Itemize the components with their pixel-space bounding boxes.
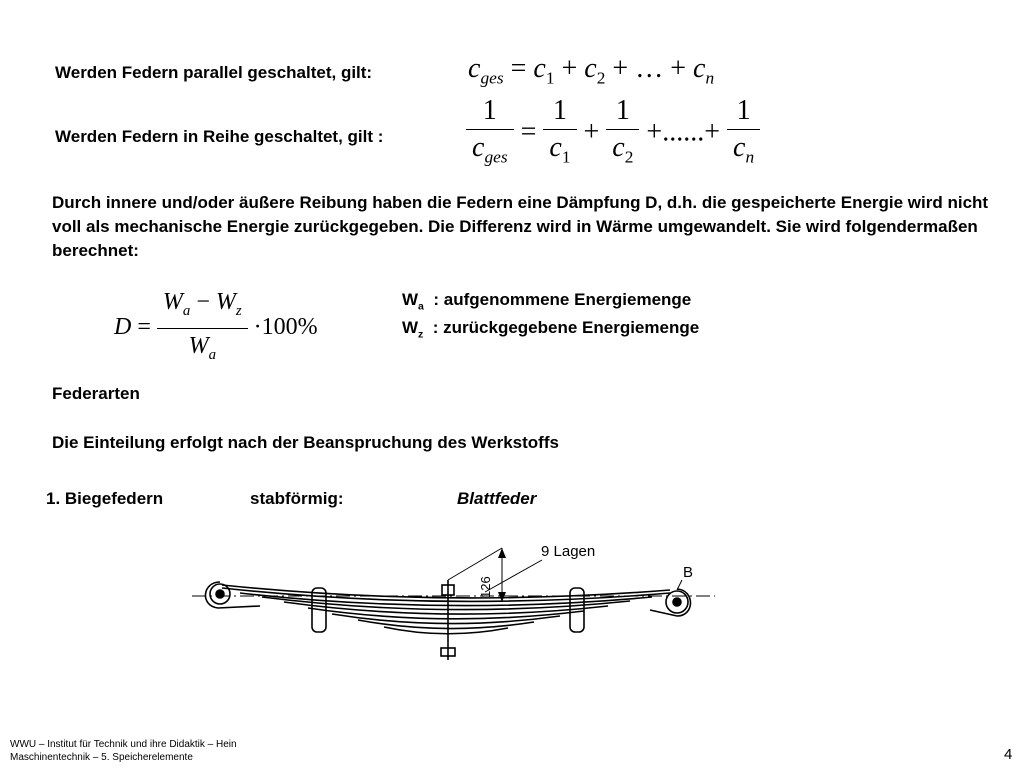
spring-type: Blattfeder [457,489,537,508]
point-b-label: B [683,564,694,581]
dimension-label: 126 [478,576,493,598]
damping-paragraph: Durch innere und/oder äußere Reibung haben die Federn eine Dämpfung D, d.h. die gespeicherte Energie wird nicht voll als mechanische Energie zurückgegeben. Die Differenz wird in Wärme umgewandelt. Sie wird folgendermaßen berechnet: [52,193,989,260]
parallel-label: Werden Federn parallel geschaltet, gilt: [55,63,373,82]
damping-formula: D = $\frac{W_a - W_z}{W_a}$ ·100% [114,289,318,363]
section-heading: Federarten [52,384,140,403]
series-formula: $\frac{1}{c_{ges}}$ = $\frac{1}{c_1}$ + $\frac{1}{c_2}$ +......+ $\frac{1}{c_n}$ [466,95,760,174]
layers-label: 9 Lagen [541,543,596,560]
footer-line-2: Maschinentechnik – 5. Speicherelemente [10,752,193,763]
classification-text: Die Einteilung erfolgt nach der Beanspruchung des Werkstoffs [52,433,559,452]
legend-wa: $W_a$ : aufgenommene Energiemenge [402,290,692,313]
spring-shape: stabförmig: [250,489,344,508]
footer-line-1: WWU – Institut für Technik und ihre Didaktik – Hein [10,739,237,750]
leaf-spring-figure [180,530,740,680]
parallel-formula: $c_{ges} = c_1 + c_2$ + … + $c_n$ [468,53,715,88]
legend-wz: $W_z$ : zurückgegebene Energiemenge [402,318,700,341]
series-label: Werden Federn in Reihe geschaltet, gilt : [55,127,384,146]
footer [10,738,237,764]
page-number: 4 [1004,746,1013,763]
spring-item: 1. Biegefedern [46,489,164,508]
